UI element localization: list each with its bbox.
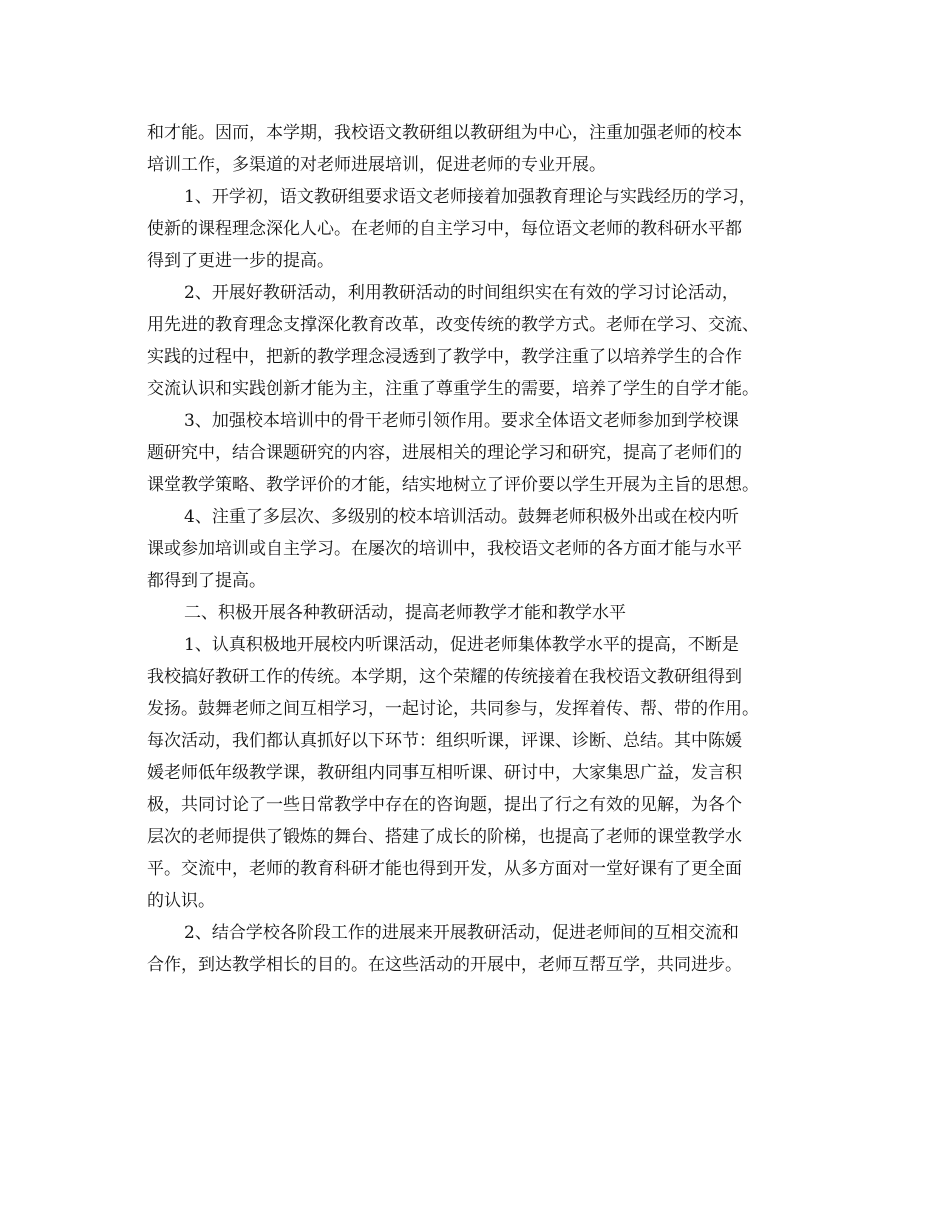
text-line-10: 3、加强校本培训中的骨干老师引领作用。要求全体语文老师参加到学校课: [184, 411, 739, 431]
text-line-15: 都得到了提高。: [147, 571, 266, 591]
text-line-3: 1、开学初，语文教研组要求语文老师接着加强教育理论与实践经历的学习，: [184, 187, 756, 207]
document-body: [147, 117, 807, 981]
text-line-13: 4、注重了多层次、多级别的校本培训活动。鼓舞老师积极外出或在校内听: [184, 507, 739, 527]
text-line-5: 得到了更进一步的提高。: [147, 251, 334, 271]
text-line-2: 培训工作，多渠道的对老师进展培训，促进老师的专业开展。: [147, 155, 606, 175]
text-line-20: 每次活动，我们都认真抓好以下环节：组织听课，评课、诊断、总结。其中陈媛: [147, 731, 742, 751]
text-line-24: 平。交流中，老师的教育科研才能也得到开发，从多方面对一堂好课有了更全面: [147, 859, 742, 879]
text-line-9: 交流认识和实践创新才能为主，注重了尊重学生的需要，培养了学生的自学才能。: [147, 379, 759, 399]
text-line-26: 2、结合学校各阶段工作的进展来开展教研活动，促进老师间的互相交流和: [184, 923, 739, 943]
text-line-18: 我校搞好教研工作的传统。本学期，这个荣耀的传统接着在我校语文教研组得到: [147, 667, 742, 687]
text-line-27: 合作，到达教学相长的目的。在这些活动的开展中，老师互帮互学，共同进步。: [147, 955, 742, 975]
text-line-12: 课堂教学策略、教学评价的才能，结实地树立了评价要以学生开展为主旨的思想。: [147, 475, 759, 495]
text-line-4: 使新的课程理念深化人心。在老师的自主学习中，每位语文老师的教科研水平都: [147, 219, 742, 239]
text-line-11: 题研究中，结合课题研究的内容，进展相关的理论学习和研究，提高了老师们的: [147, 443, 742, 463]
text-line-21: 媛老师低年级教学课，教研组内同事互相听课、研讨中，大家集思广益，发言积: [147, 763, 742, 783]
text-line-14: 课或参加培训或自主学习。在屡次的培训中，我校语文老师的各方面才能与水平: [147, 539, 742, 559]
section-heading: 二、积极开展各种教研活动，提高老师教学才能和教学水平: [184, 603, 626, 623]
text-line-25: 的认识。: [147, 891, 215, 911]
text-line-8: 实践的过程中，把新的教学理念浸透到了教学中，教学注重了以培养学生的合作: [147, 347, 742, 367]
text-line-6: 2、开展好教研活动，利用教研活动的时间组织实在有效的学习讨论活动，: [184, 283, 739, 303]
text-line-7: 用先进的教育理念支撑深化教育改革，改变传统的教学方式。老师在学习、交流、: [147, 315, 759, 335]
text-line-1: 和才能。因而，本学期，我校语文教研组以教研组为中心，注重加强老师的校本: [147, 123, 742, 143]
text-line-19: 发扬。鼓舞老师之间互相学习，一起讨论，共同参与，发挥着传、帮、带的作用。: [147, 699, 759, 719]
text-line-22: 极，共同讨论了一些日常教学中存在的咨询题，提出了行之有效的见解，为各个: [147, 795, 742, 815]
text-line-23: 层次的老师提供了锻炼的舞台、搭建了成长的阶梯，也提高了老师的课堂教学水: [147, 827, 742, 847]
text-line-17: 1、认真积极地开展校内听课活动，促进老师集体教学水平的提高，不断是: [184, 635, 739, 655]
